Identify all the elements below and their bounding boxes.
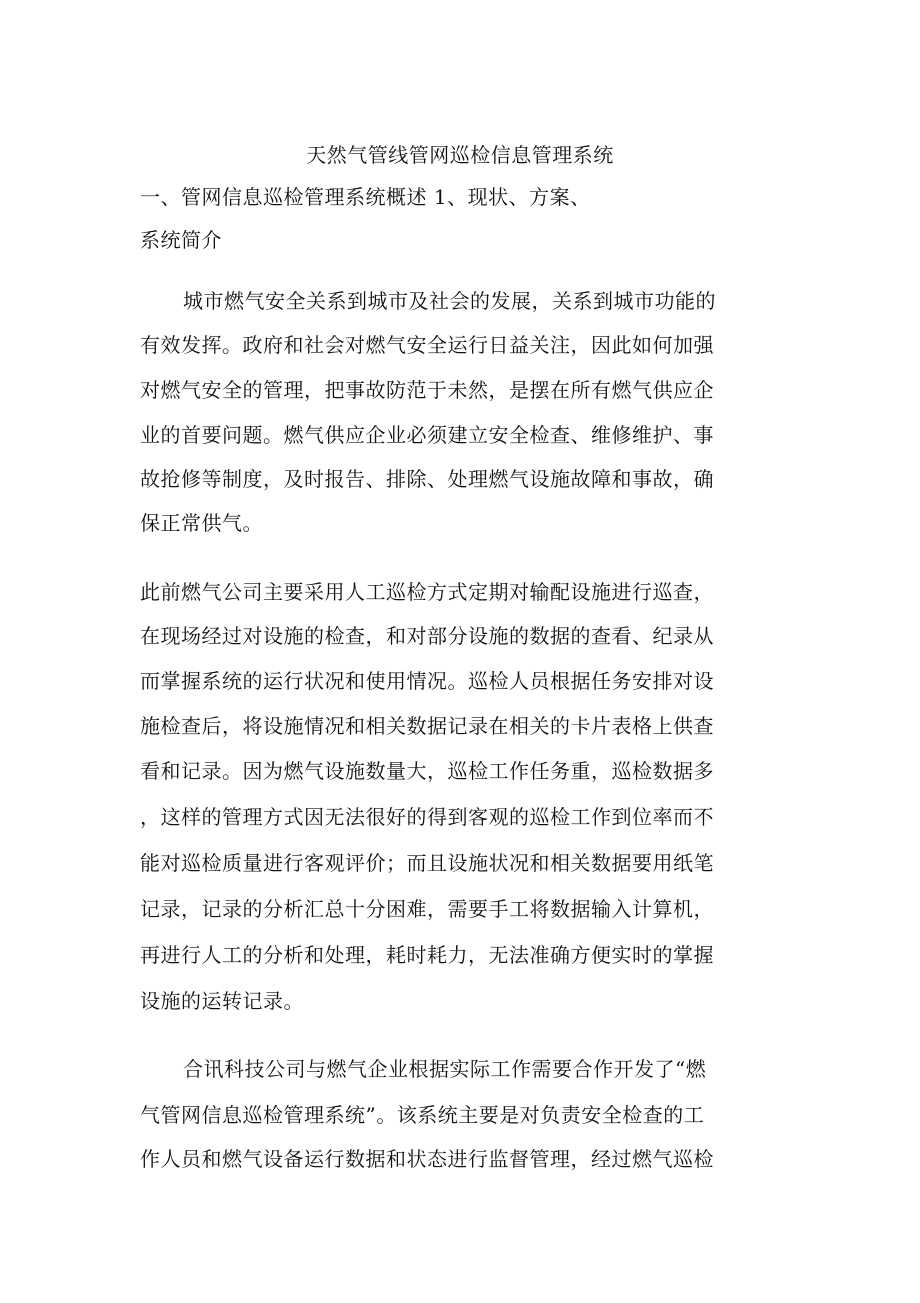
paragraph-1-line: 保正常供气。 — [140, 511, 263, 535]
paragraph-2-line: 施检查后，将设施情况和相关数据记录在相关的卡片表格上供查 — [140, 714, 714, 738]
paragraph-1-line: 城市燃气安全关系到城市及社会的发展，关系到城市功能的 — [183, 289, 716, 313]
paragraph-3-line: 合讯科技公司与燃气企业根据实际工作需要合作开发了“燃 — [183, 1057, 707, 1081]
paragraph-1-line: 故抢修等制度，及时报告、排除、处理燃气设施故障和事故，确 — [140, 467, 714, 491]
paragraph-2-line: 设施的运转记录。 — [140, 989, 304, 1013]
paragraph-1-line: 对燃气安全的管理，把事故防范于未然，是摆在所有燃气供应企 — [140, 378, 714, 402]
paragraph-2-line: 再进行人工的分析和处理，耗时耗力，无法准确方便实时的掌握 — [140, 943, 714, 967]
paragraph-2-line: 此前燃气公司主要采用人工巡检方式定期对输配设施进行巡查， — [140, 580, 714, 604]
paragraph-3-line: 作人员和燃气设备运行数据和状态进行监督管理，经过燃气巡检 — [140, 1147, 714, 1171]
paragraph-3-line: 气管网信息巡检管理系统”。该系统主要是对负责安全检查的工 — [140, 1103, 705, 1127]
paragraph-2-line: 记录，记录的分析汇总十分困难，需要手工将数据输入计算机， — [140, 897, 714, 921]
paragraph-2-line: 看和记录。因为燃气设施数量大，巡检工作任务重，巡检数据多 — [140, 759, 714, 783]
paragraph-1-line: 业的首要问题。燃气供应企业必须建立安全检查、维修维护、事 — [140, 423, 714, 447]
paragraph-2-line: 而掌握系统的运行状况和使用情况。巡检人员根据任务安排对设 — [140, 669, 714, 693]
paragraph-2-line: 能对巡检质量进行客观评价；而且设施状况和相关数据要用纸笔 — [140, 851, 714, 875]
section-heading: 一、管网信息巡检管理系统概述 1、现状、方案、 — [140, 185, 591, 209]
paragraph-1-line: 有效发挥。政府和社会对燃气安全运行日益关注，因此如何加强 — [140, 333, 714, 357]
document-title: 天然气管线管网巡检信息管理系统 — [306, 143, 614, 167]
paragraph-2-line: ，这样的管理方式因无法很好的得到客观的巡检工作到位率而不 — [140, 805, 714, 829]
paragraph-2-line: 在现场经过对设施的检查，和对部分设施的数据的查看、纪录从 — [140, 624, 714, 648]
section-heading-continued: 系统简介 — [140, 228, 222, 252]
